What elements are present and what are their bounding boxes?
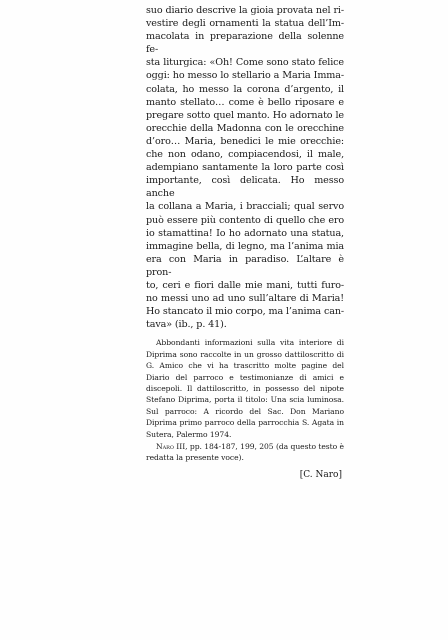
text-line: importante, così delicata. Ho messo anche [146,175,344,200]
text-line: vestire degli ornamenti la statua dell’Im- [146,18,344,30]
reference-author: Naro [156,442,174,451]
text-line: sta liturgica: «Oh! Come sono stato felice [146,57,344,69]
text-line: immagine bella, di legno, ma l’anima mia [146,240,344,252]
text-line: adempiano santamente la loro parte così [146,162,344,174]
main-body-text [146,4,344,331]
text-line: d’oro… Maria, benedici le mie orecchie: [146,135,344,147]
author-signature: [C. Naro] [299,469,342,480]
text-line: Ho stancato il mio corpo, ma l’anima can- [146,306,344,318]
text-line: può essere più contento di quello che ero [146,214,344,226]
text-line: manto stellato… come è bello riposare e [146,96,344,108]
text-line: la collana a Maria, i bracciali; qual servo [146,201,344,213]
text-column [146,4,344,480]
text-line: colata, ho messo la corona d’argento, il [146,83,344,95]
text-line: orecchie della Madonna con le orecchine [146,122,344,134]
bibliography-note: Abbondanti informazioni sulla vita interiore di Diprima sono raccolte in un grosso dattiloscritto di G. Amico che vi ha trascritto molte pagine del Diario del parroco e testimonianze di amici e discepoli. Il dattiloscritto, in possesso del nipote Stefano Diprima, porta il titolo: Una scia luminosa. Sul parroco: A ricordo del Sac. Don Mariano Diprima primo parroco della parrocchia S. Agata in Sutera, Palermo 1974. [146,338,344,439]
bibliography-reference [146,441,344,464]
text-line: to, ceri e fiori dalle mie mani, tutti furo- [146,279,344,291]
text-line: tava» (ib., p. 41). [146,319,227,331]
bibliography-notes [146,337,344,463]
text-line: suo diario descrive la gioia provata nel ri- [146,5,344,16]
text-line: io stamattina! Io ho adornato una statua, [146,227,344,239]
text-line: oggi: ho messo lo stellario a Maria Imma- [146,70,344,82]
text-line: macolata in preparazione della solenne fe- [146,31,344,56]
reference-details: III, pp. 184-187, 199, 205 (da questo testo è redatta la presente voce). [146,442,344,463]
text-line: pregare sotto quel manto. Ho adornato le [146,109,344,121]
text-line: era con Maria in paradiso. L’altare è pron- [146,253,344,278]
text-line: no messi uno ad uno sull’altare di Maria! [146,293,344,305]
text-line: che non odano, compiacendosi, il male, [146,149,344,161]
